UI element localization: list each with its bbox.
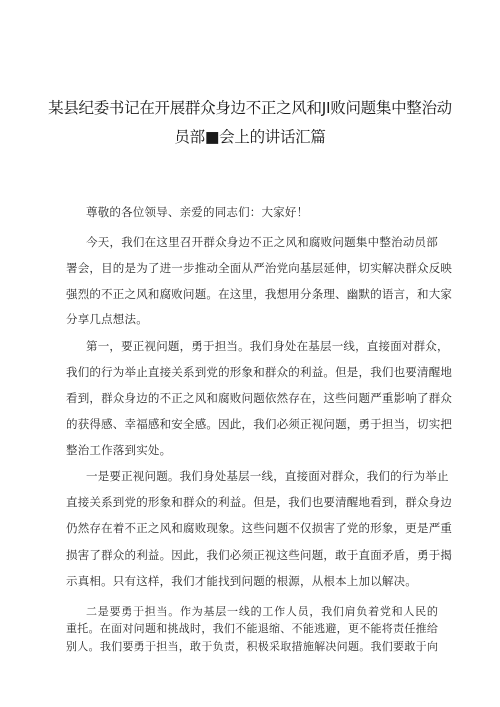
document-title-line-2: 员部■会上的讲话汇篇 <box>174 128 326 146</box>
document-title-line-1: 某县纪委书记在开展群众身边不正之风和JI败问题集中整治动 <box>48 99 452 117</box>
paragraph-4-line: 别人。我们要勇于担当，敢于负责，积极采取措施解决问题。我们要敢于向 <box>66 640 438 653</box>
paragraph-1-line: 今天，我们在这里召开群众身边不正之风和腐败问题集中整治动员部 <box>86 235 438 249</box>
paragraph-1-line: 分享几点想法。 <box>66 312 148 326</box>
paragraph-2-line: 看到，群众身边的不正之风和腐败问题依然存在，这些问题严重影响了群众 <box>66 391 453 405</box>
paragraph-3-line: 一是要正视问题。我们身处基层一线，直接面对群众，我们的行为举止 <box>86 469 449 483</box>
paragraph-3-line: 仍然存在着不正之风和腐败现象。这些问题不仅损害了党的形象，更是严重 <box>66 521 453 535</box>
paragraph-4-line: 重托。在面对问题和挑战时，我们不能退缩、不能逃避，更不能将责任推给 <box>66 622 438 635</box>
paragraph-3-line: 直接关系到党的形象和群众的利益。但是，我们也要清醒地看到，群众身边 <box>66 495 453 509</box>
paragraph-2-line: 整治工作落到实处。 <box>66 443 172 457</box>
paragraph-2-line: 第一，要正视问题，勇于担当。我们身处在基层一线，直接面对群众， <box>86 339 449 353</box>
paragraph-3-line: 示真相。只有这样，我们才能找到问题的根源，从根本上加以解决。 <box>66 574 417 588</box>
salutation: 尊敬的各位领导、亲爱的同志们：大家好！ <box>86 205 309 219</box>
paragraph-1-line: 强烈的不正之风和腐败问题。在这里，我想用分条理、幽默的语言，和大家 <box>66 287 453 301</box>
paragraph-2-line: 我们的行为举止直接关系到党的形象和群众的利益。但是，我们也要清醒地 <box>66 365 453 379</box>
paragraph-2-line: 的获得感、幸福感和安全感。因此，我们必须正视问题，勇于担当，切实把 <box>66 417 453 431</box>
paragraph-4-line: 二是要勇于担当。作为基层一线的工作人员，我们肩负着党和人民的 <box>86 605 438 618</box>
paragraph-1-line: 署会，目的是为了进一步推动全面从严治党向基层延伸，切实解决群众反映 <box>66 261 453 275</box>
paragraph-3-line: 损害了群众的利益。因此，我们必须正视这些问题，敢于直面矛盾，勇于揭 <box>66 548 453 562</box>
